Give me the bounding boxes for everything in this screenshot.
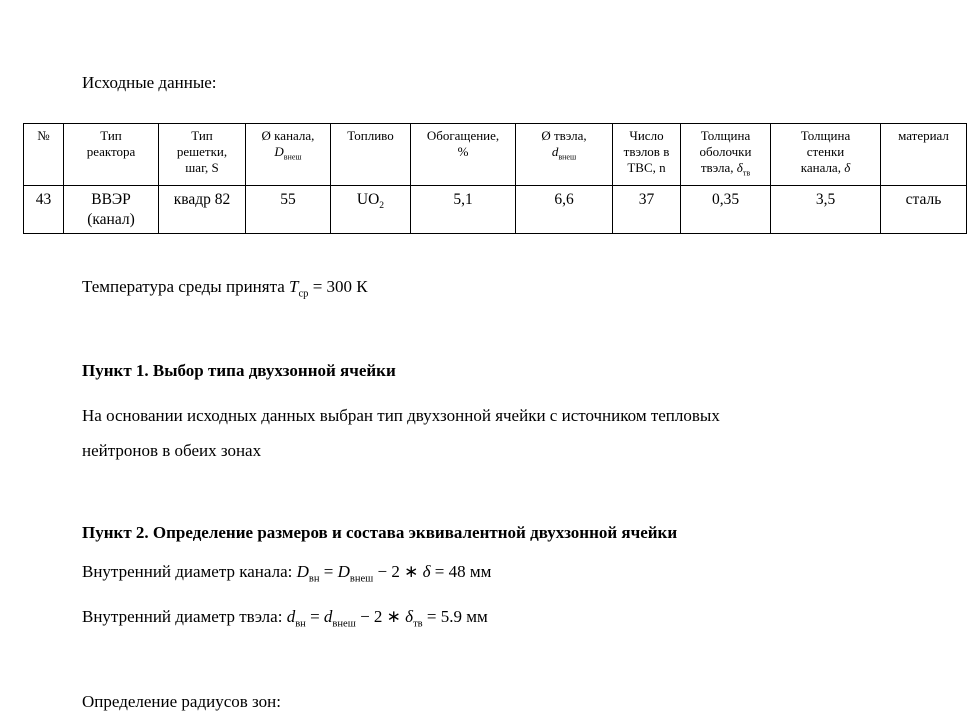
cell-channel-diameter: 55 [246,186,331,234]
col-material-label: материал [898,128,949,143]
col-label-line: ТВС, n [627,160,666,175]
formula-result: = 5.9 мм [422,607,488,626]
zones-radii-heading: Определение радиусов зон: [82,692,281,711]
temperature-value: = 300 К [308,277,368,296]
subscript-tv: тв [413,618,423,630]
col-label-line: Тип [191,128,213,143]
variable-D: D [274,144,284,159]
col-label-text: твэла, [700,160,737,175]
subscript-sr: ср [298,288,309,300]
variable-T: T [289,277,299,296]
formula-rod-inner-diameter [82,606,488,628]
col-label-line: шаг, S [185,160,219,175]
fuel-formula: UO [356,191,380,208]
subscript-vn: вн [308,573,320,585]
cell-rod-count: 37 [613,186,681,234]
section-1-heading: Пункт 1. Выбор типа двухзонной ячейки [82,361,396,380]
cell-line: (канал) [87,211,135,228]
variable-delta: δ [844,160,851,175]
col-num [24,124,64,186]
col-rod-diameter [516,124,613,186]
operator-minus-times: − 2 ∗ [373,562,423,581]
col-label-line: Толщина [800,128,851,143]
cell-enrichment: 5,1 [411,186,516,234]
col-label-line: Ø канала, [261,128,315,143]
col-fuel-label: Топливо [347,128,394,143]
col-label-line: реактора [86,144,136,159]
col-fuel [331,124,411,186]
subscript-vnesh: внеш [558,152,577,162]
cell-wall-thickness: 3,5 [771,186,881,234]
variable-D: D [337,562,350,581]
col-enrichment [411,124,516,186]
intro-heading: Исходные данные: [82,73,217,92]
subscript-tv: тв [742,168,751,178]
section-2-heading: Пункт 2. Определение размеров и состава эквивалентной двухзонной ячейки [82,523,678,542]
variable-d: d [286,607,296,626]
cell-num: 43 [24,186,64,234]
col-label-line: % [457,144,469,159]
col-label-text: канала, [800,160,845,175]
cell-rod-diameter: 6,6 [516,186,613,234]
cell-reactor-type [64,186,159,234]
col-label-line [683,160,768,176]
table-data-row [24,186,967,234]
equals-sign: = [305,607,324,626]
col-label-line [248,144,328,160]
subscript-vnesh: внеш [283,152,302,162]
col-rod-count [613,124,681,186]
cell-line: ВВЭР [91,191,131,208]
col-label-line [773,160,878,176]
formula-prefix: Внутренний диаметр канала: [82,562,297,581]
input-data-table [23,123,967,234]
formula-result: = 48 мм [430,562,492,581]
table-header-row [24,124,967,186]
col-label-line: Ø твэла, [541,128,587,143]
col-label-line: Толщина [700,128,751,143]
paragraph-line: На основании исходных данных выбран тип двухзонной ячейки с источником тепловых [82,406,720,425]
col-label-line: стенки [806,144,845,159]
col-wall-thickness [771,124,881,186]
cell-material: сталь [881,186,967,234]
variable-delta: δ [736,160,743,175]
formula-prefix: Внутренний диаметр твэла: [82,607,287,626]
col-label-line: оболочки [699,144,752,159]
col-reactor-type [64,124,159,186]
cell-cladding-thickness: 0,35 [681,186,771,234]
col-channel-diameter [246,124,331,186]
paragraph-line: нейтронов в обеих зонах [82,441,262,460]
col-label-line: Число [629,128,664,143]
variable-delta: δ [422,562,431,581]
col-label-line: твэлов в [623,144,670,159]
variable-delta: δ [405,607,414,626]
section-1-paragraph [82,398,720,468]
temperature-prefix: Температура среды принята [82,277,290,296]
col-label-line: решетки, [176,144,228,159]
subscript-vnesh: внеш [332,618,356,630]
variable-D: D [296,562,309,581]
subscript-vn: вн [295,618,306,630]
col-num-label: № [37,128,50,143]
cell-lattice-type: квадр 82 [159,186,246,234]
operator-minus-times: − 2 ∗ [355,607,406,626]
temperature-note [82,276,368,298]
col-material [881,124,967,186]
col-label-line: Обогащение, [426,128,500,143]
col-label-line [518,144,610,160]
cell-fuel [331,186,411,234]
col-cladding-thickness [681,124,771,186]
fuel-formula-subscript: 2 [379,200,385,212]
variable-d: d [551,144,559,159]
col-label-line: Тип [100,128,122,143]
equals-sign: = [319,562,338,581]
col-lattice-type [159,124,246,186]
subscript-vnesh: внеш [349,573,374,585]
variable-d: d [323,607,333,626]
formula-channel-inner-diameter [82,561,491,583]
